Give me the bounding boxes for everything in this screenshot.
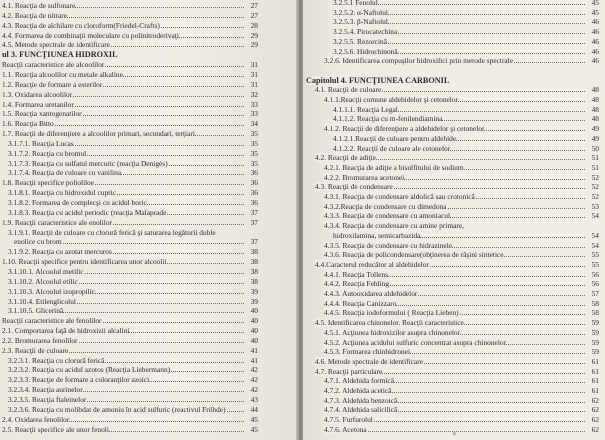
toc-entry-page: 58 xyxy=(591,308,599,318)
toc-entry xyxy=(2,336,258,345)
toc-entry xyxy=(8,267,258,276)
toc-entry-title: 4.3. Reacţii de condensare xyxy=(315,182,393,192)
toc-entry-title: 3.2.3.5. Reacţia ftaleinelor xyxy=(8,395,87,404)
toc-entry-page: 53 xyxy=(591,201,599,211)
toc-entry-title: enolice cu brom xyxy=(14,237,62,247)
toc-entry xyxy=(8,356,258,365)
toc-entry xyxy=(333,8,599,17)
toc-entry-title: Reacţii caracteristice ale fenolilor xyxy=(2,316,102,326)
toc-entry-title: 4.7.2. Aldehida acetică xyxy=(324,386,392,395)
toc-entry xyxy=(324,56,599,65)
toc-entry xyxy=(315,318,599,327)
toc-entry xyxy=(324,221,599,230)
toc-entry-page: 33 xyxy=(250,109,258,119)
toc-entry-title: 4.4.2. Reacţia Fehling xyxy=(324,279,390,289)
toc-entry-page: 35 xyxy=(250,138,258,148)
toc-entry-title: 3.2.3.3. Reacţie de formare a coloranţilor azoici xyxy=(8,375,150,385)
toc-entry-title: 4.4.1. Reacţia Tollens xyxy=(324,269,388,279)
toc-entry xyxy=(2,1,258,10)
toc-entry xyxy=(2,316,258,325)
toc-entry-page: 38 xyxy=(250,257,258,267)
toc-entry-title: 2.1. Comportarea faţă de hidroxizii alcalini xyxy=(2,326,130,336)
toc-entry-title: 4.5. Metode spectrale de identificare xyxy=(2,40,110,50)
toc-entry-page: 46 xyxy=(591,17,599,27)
toc-entry-title: 3.2.5.2. α-Naftolul xyxy=(333,7,388,17)
toc-entry-title: 4.4.Caracterul reducător al aldehidelor xyxy=(315,259,429,269)
toc-entry-page: 37 xyxy=(250,237,258,247)
toc-entry-page: 46 xyxy=(591,27,599,37)
toc-entry xyxy=(324,241,599,250)
toc-entry-page: 42 xyxy=(250,375,258,385)
left-page xyxy=(0,0,298,440)
toc-entry-title: hidroxilamina, semicarbazida xyxy=(333,230,421,240)
toc-entry-title: 4.1.2.2. Reacţii de culoare ale cetonelor xyxy=(333,143,451,153)
toc-entry-page: 34 xyxy=(250,119,258,129)
toc-entry-title: 4.7.1. Aldehida formică xyxy=(324,376,394,386)
toc-entry-page: 27 xyxy=(250,10,258,20)
toc-entry-title: 4.6. Metode spectrale de identificare xyxy=(315,356,423,366)
toc-entry xyxy=(324,124,599,133)
toc-entry-page: 55 xyxy=(591,259,599,269)
toc-entry xyxy=(324,376,599,385)
toc-entry xyxy=(8,188,258,197)
toc-entry xyxy=(315,260,599,269)
toc-entry-title: 4.7.5. Furfurolul xyxy=(324,415,373,425)
toc-entry xyxy=(324,95,599,104)
toc-entry xyxy=(324,425,599,434)
toc-entry-page: 54 xyxy=(591,230,599,240)
toc-entry xyxy=(324,396,599,405)
toc-entry-title: 4.1.1.Reacţii comune aldehidelor şi cetonelor xyxy=(324,95,459,104)
toc-entry-page: 62 xyxy=(591,405,599,415)
toc-entry-title: 4.4.5. Reacţia iodoformului ( Reacţia Lieben) xyxy=(324,308,459,318)
toc-entry-title: 1.4. Formarea uretanilor xyxy=(2,99,74,109)
toc-entry-title: 3.1.8.1. Reacţia cu hidroxidul cupric xyxy=(8,188,116,198)
toc-entry-title: 3.1.7.3. Reacţia cu sulfatul mercuric (reacţia Denigès) xyxy=(8,158,168,168)
toc-entry-page: 41 xyxy=(250,345,258,355)
toc-entry xyxy=(333,0,599,7)
toc-entry-page: 52 xyxy=(591,192,599,201)
toc-entry xyxy=(2,70,258,79)
toc-entry-page: 31 xyxy=(250,69,258,79)
toc-entry-title: 2.2. Bromurarea fenolilor xyxy=(2,335,78,345)
toc-entry-page: 52 xyxy=(591,172,599,182)
toc-entry-page: 29 xyxy=(250,30,258,40)
toc-entry-title: 4.2.1. Reacţia de adiţie a bisulfitului de sodium xyxy=(324,162,464,172)
toc-entry xyxy=(315,367,599,376)
toc-entry-page: 39 xyxy=(250,296,258,306)
toc-entry-title: 3.1.10.2. Alcoolul etilic xyxy=(8,276,78,286)
toc-entry xyxy=(324,347,599,356)
toc-entry-title: 3.1.7.4. Reacţia de culoare cu vanilina xyxy=(8,168,122,178)
toc-entry-title: 1.8. Reacţii specifice polioliloe xyxy=(2,178,95,188)
toc-entry-title: ul 3. FUNCŢIUNEA HIDROXIL xyxy=(2,50,118,60)
toc-entry xyxy=(2,346,258,355)
toc-entry-title: 3.1.10.4. Etilenglicolul xyxy=(8,296,76,306)
toc-entry xyxy=(2,11,258,20)
toc-entry-title: 4.3.3. Reacţia de condensare cu amoniacul xyxy=(324,211,450,221)
toc-entry-title: Capitolul 4. FUNCŢIUNEA CARBONIL xyxy=(306,75,450,85)
toc-entry-page: 54 xyxy=(591,240,599,250)
toc-entry-page: 35 xyxy=(250,148,258,158)
toc-entry xyxy=(8,198,258,207)
toc-entry xyxy=(8,405,258,414)
toc-entry-title: Reacţii caracteristice ale alcoolilor xyxy=(2,60,105,70)
toc-entry xyxy=(324,415,599,424)
toc-entry-page: 31 xyxy=(250,60,258,70)
toc-entry-page: 42 xyxy=(250,365,258,375)
toc-entry-page: 27 xyxy=(250,1,258,10)
toc-entry xyxy=(2,119,258,128)
toc-entry-title: 3.1.10.5. Glicerină xyxy=(8,306,64,316)
toc-entry-page: 35 xyxy=(250,158,258,168)
toc-entry-page: 59 xyxy=(591,327,599,337)
toc-entry-title: 4.1. Reacţii de culoare xyxy=(315,85,382,95)
toc-entry xyxy=(8,297,258,306)
toc-entry xyxy=(324,192,599,201)
toc-entry-page: 56 xyxy=(591,269,599,279)
toc-entry-page: 36 xyxy=(250,198,258,207)
chapter-heading xyxy=(306,76,599,85)
toc-entry-page: 28 xyxy=(250,20,258,30)
toc-entry xyxy=(2,80,258,89)
toc-entry xyxy=(324,405,599,414)
toc-entry xyxy=(8,208,258,217)
toc-entry-page: 62 xyxy=(591,424,599,434)
toc-entry-page: 36 xyxy=(250,168,258,178)
toc-entry xyxy=(333,17,599,26)
toc-entry xyxy=(315,182,599,191)
toc-entry xyxy=(2,425,258,434)
toc-entry-page: 51 xyxy=(591,153,599,163)
toc-entry xyxy=(324,211,599,220)
toc-entry xyxy=(324,328,599,337)
toc-entry-page: 38 xyxy=(250,266,258,276)
toc-entry-page: 52 xyxy=(591,182,599,192)
toc-entry-page: 40 xyxy=(250,326,258,336)
toc-entry-title: 4.5. Identificarea chinonelor. Reacţii caracteristice xyxy=(315,318,464,328)
toc-entry xyxy=(333,114,599,123)
toc-entry xyxy=(2,326,258,335)
toc-entry xyxy=(8,159,258,168)
right-page xyxy=(303,0,605,440)
toc-entry-title: 1.7. Reacţii de diferenţiere a alcoolilor primari, secundari, terţiari xyxy=(2,129,195,139)
toc-entry-page: 32 xyxy=(250,89,258,99)
toc-entry-page: 45 xyxy=(591,0,599,7)
toc-entry xyxy=(8,395,258,404)
toc-entry-page: 49 xyxy=(591,124,599,134)
toc-entry-title: 3.2.5.5. Rezorcină xyxy=(333,36,387,46)
toc-entry-title: 3.1.10.3. Alcoolul izopropilic xyxy=(8,286,96,296)
toc-entry-page: 43 xyxy=(250,395,258,404)
toc-entry-page: 50 xyxy=(591,143,599,153)
toc-entry-title: 3.1.8.2. Formarea de complecşi cu acidul boric xyxy=(8,198,147,207)
toc-entry-title: 3.2.5.4. Pirocatechina xyxy=(333,27,398,37)
toc-entry-page: 62 xyxy=(591,415,599,425)
toc-entry-page: 61 xyxy=(591,376,599,386)
toc-entry xyxy=(315,85,599,94)
toc-entry xyxy=(324,173,599,182)
toc-entry xyxy=(8,306,258,315)
toc-entry-title: 4.7.6. Acetona xyxy=(324,424,367,434)
toc-entry xyxy=(324,270,599,279)
toc-entry xyxy=(324,289,599,298)
toc-entry-page: 42 xyxy=(250,385,258,395)
toc-entry-title: 4.1.2.1.Reacţii de culoare pentru aldehide xyxy=(333,133,457,143)
toc-entry-page: 48 xyxy=(591,85,599,95)
toc-entry xyxy=(8,168,258,177)
toc-entry-page: 29 xyxy=(250,40,258,50)
toc-entry-page: 54 xyxy=(591,211,599,221)
toc-entry-title: 4.2. Reacţia de nitrare xyxy=(2,10,68,20)
toc-entry xyxy=(8,365,258,374)
toc-entry xyxy=(333,47,599,56)
toc-entry-page: 40 xyxy=(250,316,258,326)
toc-entry-title: 4.3.5. Reacţia de condensare cu hidrazinele xyxy=(324,240,453,250)
toc-entry-title: 3.1.10.1. Alcoolul metilic xyxy=(8,266,84,276)
toc-entry-title: 4.5.3. Formarea chinhidronei xyxy=(324,347,410,357)
toc-entry-title: 4.7. Reacţii particulare xyxy=(315,366,383,376)
toc-entry-title: 3.2.6. Identificarea compuşilor hidroxilici prin metode spectrale xyxy=(324,56,514,66)
toc-entry-title: 3.2.5.1 Fenolul xyxy=(333,0,378,7)
toc-entry-title: 4.1.2. Reacţii de diferenţiere a aldehidelor şi cetonelor xyxy=(324,124,485,134)
toc-entry-page: 59 xyxy=(591,337,599,347)
toc-entry-page: 61 xyxy=(591,356,599,366)
toc-entry-page: 49 xyxy=(591,133,599,143)
toc-entry-title: 3.2.5.3. β-Naftolul xyxy=(333,17,388,27)
toc-entry xyxy=(8,375,258,384)
toc-entry xyxy=(8,247,258,256)
toc-entry xyxy=(333,27,599,36)
toc-entry xyxy=(324,163,599,172)
toc-entry-page: 31 xyxy=(250,79,258,89)
toc-entry xyxy=(333,144,599,153)
toc-entry xyxy=(324,202,599,211)
toc-entry-page: 36 xyxy=(250,178,258,188)
toc-entry-page: 61 xyxy=(591,366,599,376)
toc-entry xyxy=(324,386,599,395)
toc-entry-title: 3.1.7.1. Reacţia Lucas xyxy=(8,138,74,148)
toc-entry xyxy=(8,385,258,394)
toc-entry-title: 1.5. Reacţia xantogenatilor xyxy=(2,109,82,119)
toc-entry xyxy=(2,100,258,109)
toc-entry xyxy=(324,308,599,317)
toc-entry xyxy=(306,66,599,75)
toc-entry-page: 37 xyxy=(250,217,258,227)
toc-entry-title: 1.1. Reacţia alcoolilor cu metale alkaline xyxy=(2,69,123,79)
toc-entry-page: 45 xyxy=(591,7,599,17)
toc-entry-title: 4.5.2. Acţiunea acidului sulfuric concentrat asupra chinonelor xyxy=(324,337,507,347)
toc-entry xyxy=(333,37,599,46)
toc-entry xyxy=(2,90,258,99)
toc-entry-title: 2.4. Oxidarea fenolilor xyxy=(2,414,70,424)
toc-entry-title: 3.1.9.2. Reacţia cu azotat mercuros xyxy=(8,247,112,257)
toc-entry-page: 41 xyxy=(250,355,258,365)
toc-entry xyxy=(8,228,258,237)
toc-entry-page: 35 xyxy=(250,129,258,139)
toc-entry-page: 44 xyxy=(250,404,258,414)
toc-entry xyxy=(14,237,258,246)
toc-entry xyxy=(8,139,258,148)
toc-entry-title: 1.9. Reacţii caracteristice ale enolilor xyxy=(2,217,112,227)
toc-entry xyxy=(2,257,258,266)
toc-entry-title: 4.3.1. Reacţia de condensare aldolică sau crotonică xyxy=(324,192,475,201)
toc-entry xyxy=(2,218,258,227)
toc-entry-page: 36 xyxy=(250,188,258,198)
toc-entry-page: 51 xyxy=(591,162,599,172)
toc-entry xyxy=(315,153,599,162)
toc-entry-title: 3.1.9.1. Reacţii de culoare cu clorură ferică şi saturarea legăturii duble xyxy=(8,227,216,237)
toc-entry xyxy=(2,40,258,49)
toc-entry-page: 59 xyxy=(591,318,599,328)
toc-entry-page: 61 xyxy=(591,386,599,395)
toc-entry-page: 40 xyxy=(250,306,258,316)
toc-entry xyxy=(324,279,599,288)
toc-entry xyxy=(8,277,258,286)
toc-entry xyxy=(2,31,258,40)
toc-entry-title: 3.2.3.4. Reacţia aurinelor xyxy=(8,385,83,395)
toc-entry-page: 48 xyxy=(591,95,599,104)
toc-entry-title: 4.4. Formarea de combinaţii moleculare cu polinitroderivaţi xyxy=(2,30,179,40)
toc-entry xyxy=(324,338,599,347)
toc-entry-title: 3.1.8.3. Reacţia cu acidul periodic (reacţia Malaprade xyxy=(8,207,167,217)
toc-entry-page: 33 xyxy=(250,99,258,109)
table-of-contents-right xyxy=(303,0,605,440)
toc-entry xyxy=(333,105,599,114)
table-of-contents-left xyxy=(0,0,298,440)
toc-entry-title: 1.3. Oxidarea alcoolilor xyxy=(2,89,73,99)
toc-entry-title: 4.1.1.1. Reacţia Legal xyxy=(333,104,398,114)
toc-entry-title: 4.3.6. Reacţia de policondensare(obţinerea de răşini sintetice xyxy=(324,250,504,260)
toc-entry-page: 48 xyxy=(591,114,599,124)
toc-entry-title: 1.2. Reacţie de formare a esterilor xyxy=(2,79,103,89)
toc-entry-title: 4.2.2. Bromurarea acetonei xyxy=(324,172,405,182)
toc-entry-title: 4.5.1. Acţiunea hidroxizilor asupra chinonelor xyxy=(324,327,461,337)
toc-entry xyxy=(2,109,258,118)
toc-entry-page: 45 xyxy=(250,424,258,434)
toc-entry-title: 4.2. Reacţii de adiţie xyxy=(315,153,376,163)
toc-entry-page: 45 xyxy=(250,414,258,424)
toc-entry-title: 4.7.3. Aldehida benzoică xyxy=(324,395,398,405)
toc-entry xyxy=(8,287,258,296)
toc-entry-page: 38 xyxy=(250,247,258,257)
toc-entry-page: 59 xyxy=(591,347,599,357)
toc-entry-title: 4.1. Reacţia de sulfonare xyxy=(2,1,76,10)
toc-entry-page: 46 xyxy=(591,46,599,56)
toc-entry-title: 3.2.3.1. Reacţia cu clorură ferică xyxy=(8,355,105,365)
toc-entry-page: 58 xyxy=(591,298,599,308)
toc-entry xyxy=(2,21,258,30)
toc-entry-page: 56 xyxy=(591,279,599,289)
toc-entry-page: 55 xyxy=(591,250,599,260)
toc-entry-page: 48 xyxy=(591,104,599,114)
toc-entry-title: 4.4.4. Reacţia Canizzaro xyxy=(324,298,397,308)
page-footer-mark: a xyxy=(453,431,456,437)
toc-entry xyxy=(2,129,258,138)
toc-entry-title: 1.6. Reacţia Bitto xyxy=(2,119,54,129)
toc-entry xyxy=(324,250,599,259)
toc-entry xyxy=(324,299,599,308)
toc-entry-title: 1.10. Reacţii specifice pentru identificarea unor alcoolii xyxy=(2,257,167,267)
toc-entry-title: 2.5. Reacţii specifice ale unor fenoli xyxy=(2,424,109,434)
toc-entry-title: 3.2.3.6. Reacţia cu molibdat de amoniu în acid sulfuric (reactivul Fröhde) xyxy=(8,404,226,414)
toc-entry-page: 38 xyxy=(250,276,258,286)
toc-entry-title: 3.2.5.6. Hidrochinonă xyxy=(333,46,398,56)
toc-entry-page: 40 xyxy=(250,335,258,345)
toc-entry xyxy=(333,231,599,240)
toc-entry xyxy=(8,149,258,158)
toc-entry-page: 57 xyxy=(591,289,599,298)
toc-entry-page: 39 xyxy=(250,286,258,296)
toc-entry xyxy=(2,415,258,424)
toc-entry-title: 2.3. Reacţii de culoare xyxy=(2,345,69,355)
toc-entry xyxy=(315,357,599,366)
chapter-heading xyxy=(2,50,258,59)
toc-entry-page: 37 xyxy=(250,207,258,217)
toc-entry-title: 4.3.4. Reacţia de condensare cu amine primare, xyxy=(324,221,464,231)
toc-entry-title: 4.1.1.2. Reacţia cu m-fenilendiamina xyxy=(333,114,443,124)
toc-entry-page: 46 xyxy=(591,56,599,66)
toc-entry-title: 4.7.4. Aldehida salicilică xyxy=(324,405,398,415)
toc-entry-title: 3.2.3.2. Reacţia cu acidul azotos (Reacţia Liebermann) xyxy=(8,365,171,375)
toc-entry-title: 4.3. Reacţia de alchilare cu cloroform(Friedel-Crafts) xyxy=(2,20,160,30)
toc-entry xyxy=(2,178,258,187)
toc-entry-title: 4.3.2.Reacţia de condensare cu dimedona xyxy=(324,201,447,211)
toc-entry-page: 46 xyxy=(591,36,599,46)
toc-entry xyxy=(333,134,599,143)
toc-entry-page: 62 xyxy=(591,395,599,405)
toc-entry-title: 4.4.3. Autooxidarea aldehidelor xyxy=(324,289,418,298)
toc-entry-title: 3.1.7.2. Reacţia cu bromul xyxy=(8,148,87,158)
toc-entry xyxy=(2,60,258,69)
